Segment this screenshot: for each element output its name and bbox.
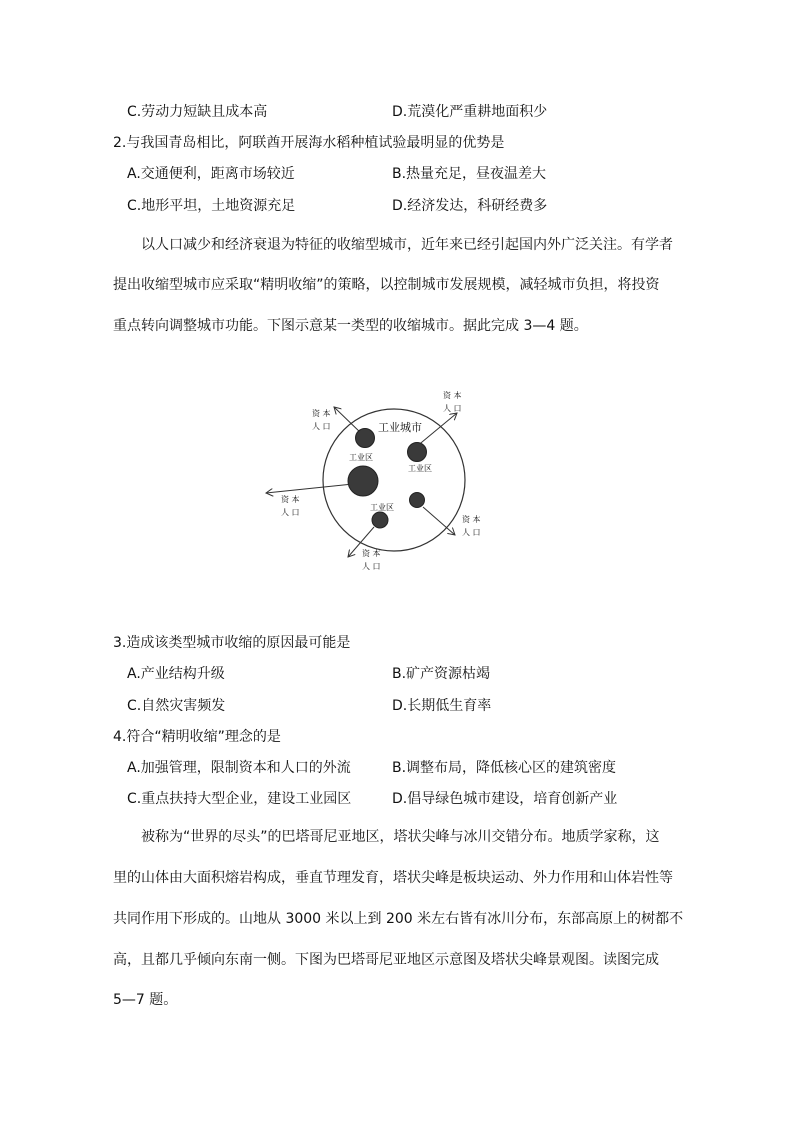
flow-label-population: 人 口 <box>281 508 300 517</box>
flow-label-population: 人 口 <box>462 528 481 537</box>
passage2-line5: 5—7 题。 <box>113 992 178 1008</box>
zone-label: 工业区 <box>408 464 432 473</box>
industrial-zone-dot <box>410 493 425 508</box>
zone-label: 工业区 <box>349 453 373 462</box>
passage1-line1: 以人口减少和经济衰退为特征的收缩型城市，近年来已经引起国内外广泛关注。有学者 <box>141 237 673 253</box>
q2-option-d: D.经济发达，科研经费多 <box>392 198 548 214</box>
flow-label-capital: 资 本 <box>462 515 481 524</box>
flow-label-capital: 资 本 <box>312 409 331 418</box>
q3-option-b: B.矿产资源枯竭 <box>392 666 491 682</box>
q4-option-c: C.重点扶持大型企业，建设工业园区 <box>127 791 352 807</box>
passage1-line3: 重点转向调整城市功能。下图示意某一类型的收缩城市。据此完成 3—4 题。 <box>113 318 588 334</box>
q3-option-d: D.长期低生育率 <box>392 698 492 714</box>
flow-label-capital: 资 本 <box>443 391 462 400</box>
q4-option-a: A.加强管理，限制资本和人口的外流 <box>127 760 351 776</box>
flow-label-population: 人 口 <box>312 422 331 431</box>
industrial-zone-dot <box>408 443 427 462</box>
q1-option-d: D.荒漠化严重耕地面积少 <box>392 104 548 120</box>
q4-option-d: D.倡导绿色城市建设，培育创新产业 <box>392 791 618 807</box>
outflow-arrow-lower-right <box>423 507 455 535</box>
flow-label-population: 人 口 <box>443 404 462 413</box>
q2-option-b: B.热量充足，昼夜温差大 <box>392 166 547 182</box>
flow-label-population: 人 口 <box>362 562 381 571</box>
passage1-line2: 提出收缩型城市应采取“精明收缩”的策略，以控制城市发展规模，减轻城市负担，将投资 <box>113 277 660 293</box>
industrial-zone-dot <box>372 512 388 528</box>
shrinking-city-diagram <box>250 380 510 580</box>
passage2-line4: 高，且都几乎倾向东南一侧。下图为巴塔哥尼亚地区示意图及塔状尖峰景观图。读图完成 <box>113 952 659 968</box>
city-label: 工业城市 <box>378 421 422 434</box>
q3-stem: 3.造成该类型城市收缩的原因最可能是 <box>113 635 351 651</box>
q2-stem: 2.与我国青岛相比，阿联酋开展海水稻种植试验最明显的优势是 <box>113 135 505 151</box>
q1-option-c: C.劳动力短缺且成本高 <box>127 104 268 120</box>
flow-label-capital: 资 本 <box>281 495 300 504</box>
q3-option-a: A.产业结构升级 <box>127 666 225 682</box>
q4-option-b: B.调整布局，降低核心区的建筑密度 <box>392 760 617 776</box>
passage2-line1: 被称为“世界的尽头”的巴塔哥尼亚地区，塔状尖峰与冰川交错分布。地质学家称，这 <box>141 829 660 845</box>
flow-label-capital: 资 本 <box>362 549 381 558</box>
q4-stem: 4.符合“精明收缩”理念的是 <box>113 729 281 745</box>
industrial-zone-dot <box>356 429 375 448</box>
q3-option-c: C.自然灾害频发 <box>127 698 226 714</box>
passage2-line3: 共同作用下形成的。山地从 3000 米以上到 200 米左右皆有冰川分布，东部高原上的树都不 <box>113 911 684 927</box>
passage2-line2: 里的山体由大面积熔岩构成，垂直节理发育，塔状尖峰是板块运动、外力作用和山体岩性等 <box>113 870 673 886</box>
q2-option-a: A.交通便利，距离市场较近 <box>127 166 295 182</box>
outflow-arrow-left <box>266 484 353 493</box>
zone-label: 工业区 <box>370 503 394 512</box>
q2-option-c: C.地形平坦，土地资源充足 <box>127 198 296 214</box>
outflow-arrow-upper-right <box>416 413 457 447</box>
industrial-zone-dot-large <box>348 466 378 496</box>
